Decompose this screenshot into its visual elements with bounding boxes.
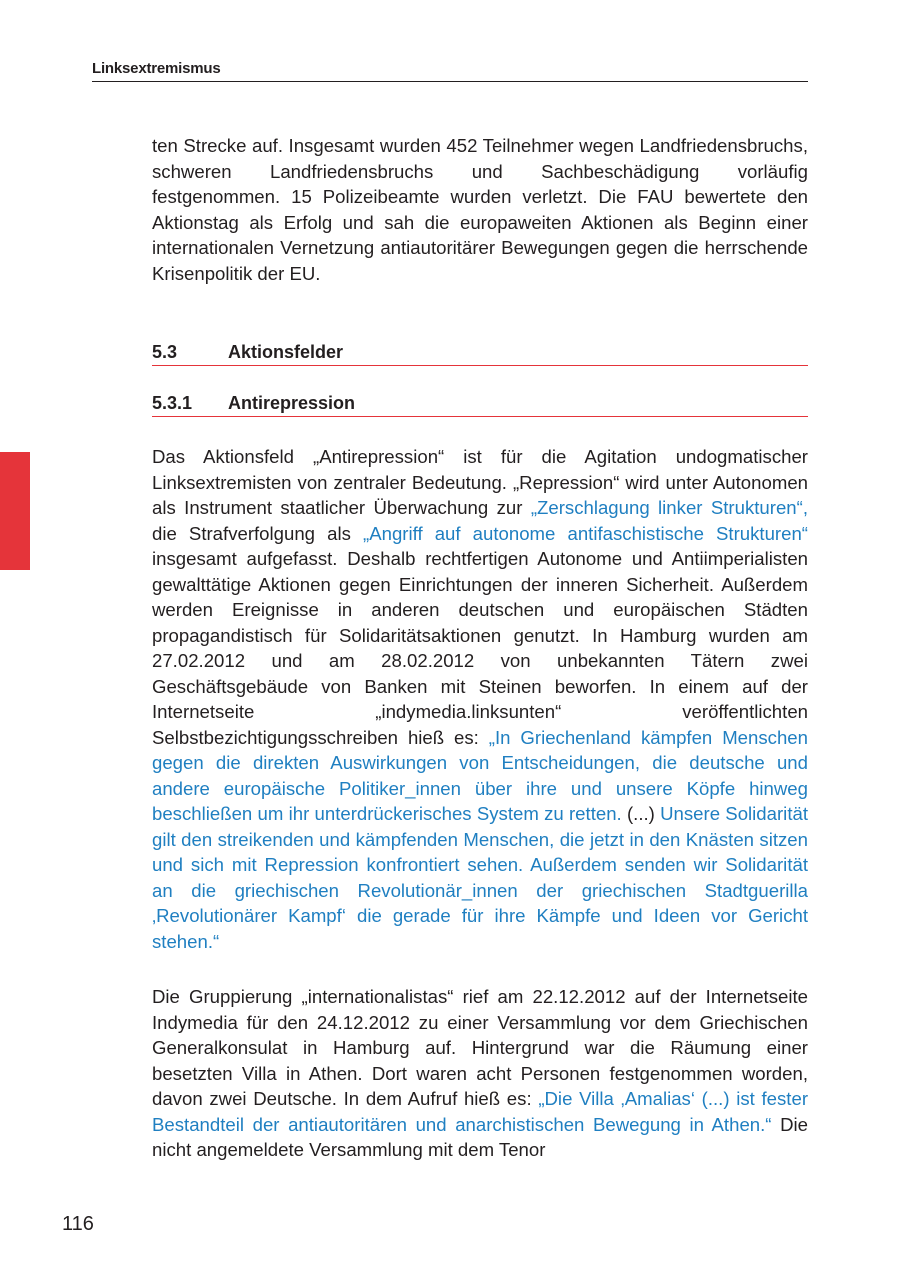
subsection-title: Antirepression	[228, 393, 356, 413]
section-number: 5.3	[152, 342, 178, 362]
text-span: Das Aktionsfeld „Antirepression“ ist für die Agitation undogmatischer Linksextremisten von zentraler Bedeutung. „Repression“ wird unter Autonomen als Instrument staatlicher Überwachung zur	[152, 446, 808, 518]
paragraph-intro-text: ten Strecke auf. Insgesamt wurden 452 Teilnehmer wegen Landfriedensbruchs, schweren Landfriedensbruchs und Sachbeschädigung vorläufig festgenommen. 15 Polizeibeamte wurden verletzt. Die FAU bewertete den Aktionstag als Erfolg und sah die europaweiten Aktionen als Beginn einer internationalen Vernetzung antiautoritärer Bewegungen gegen die herrschende Krisenpolitik der EU.	[152, 135, 808, 284]
text-span: Die nicht angemeldete Versammlung mit dem Tenor	[152, 1113, 808, 1160]
paragraph-antirepression	[152, 444, 808, 954]
quote-span: „In Griechenland kämpfen Menschen gegen die direkten Auswirkungen von Entscheidungen, die deutsche und andere europäische Politiker_innen über ihre und unsere Köpfe hinweg beschließen um ihr unterdrückerisches System zu retten.	[152, 726, 808, 824]
section-heading	[152, 342, 808, 366]
quote-span: „Angriff auf autonome antifaschistische Strukturen“	[363, 522, 808, 544]
paragraph-internationalistas	[152, 984, 808, 1163]
text-span: Die Gruppierung „internationalistas“ rief am 22.12.2012 auf der Internetseite Indymedia für den 24.12.2012 zu einer Versammlung vor dem Griechischen Generalkonsulat in Hamburg auf. Hintergrund war die Räumung einer besetzten Villa in Athen. Dort waren acht Personen festgenommen worden, davon zwei Deutsche. In dem Aufruf hieß es:	[152, 986, 808, 1109]
chapter-marker-tab	[0, 452, 30, 570]
subsection-number: 5.3.1	[152, 393, 193, 413]
paragraph-intro	[152, 133, 808, 286]
subsection-heading	[152, 393, 808, 417]
page-number: 116	[62, 1213, 94, 1235]
text-span: (...)	[621, 803, 661, 824]
section-title: Aktionsfelder	[228, 342, 344, 362]
text-span: insgesamt aufgefasst. Deshalb rechtfertigen Autonome und Antiimperialisten gewalttätige Aktionen gegen Einrichtungen der inneren Sicherheit. Außerdem werden Ereignisse in anderen deutschen und europäischen Städten propagandistisch für Solidaritätsaktionen genutzt. In Hamburg wurden am 27.02.2012 und am 28.02.2012 von unbekannten Tätern zwei Geschäftsgebäude von Banken mit Steinen beworfen. In einem auf der Internetseite „indymedia.linksunten“ veröffentlichten Selbstbezichtigungsschreiben hieß es:	[152, 548, 808, 748]
running-header: Linksextremismus	[92, 60, 808, 82]
text-span: die Strafverfolgung als	[152, 522, 364, 544]
quote-span: „Zerschlagung linker Strukturen“,	[530, 497, 808, 518]
quote-span: „Die Villa ‚Amalias‘ (...) ist fester Bestandteil der antiautoritären und anarchistischen Bewegung in Athen.“	[152, 1088, 809, 1135]
quote-span: Unsere Solidarität gilt den streikenden und kämpfenden Menschen, die jetzt in den Knästen sitzen und sich mit Repression konfrontiert sehen. Außerdem senden wir Solidarität an die griechischen Revolutionär_innen der griechischen Stadtguerilla ‚Revolutionärer Kampf‘ die gerade für ihre Kämpfe und Ideen vor Gericht stehen.“	[152, 803, 808, 952]
